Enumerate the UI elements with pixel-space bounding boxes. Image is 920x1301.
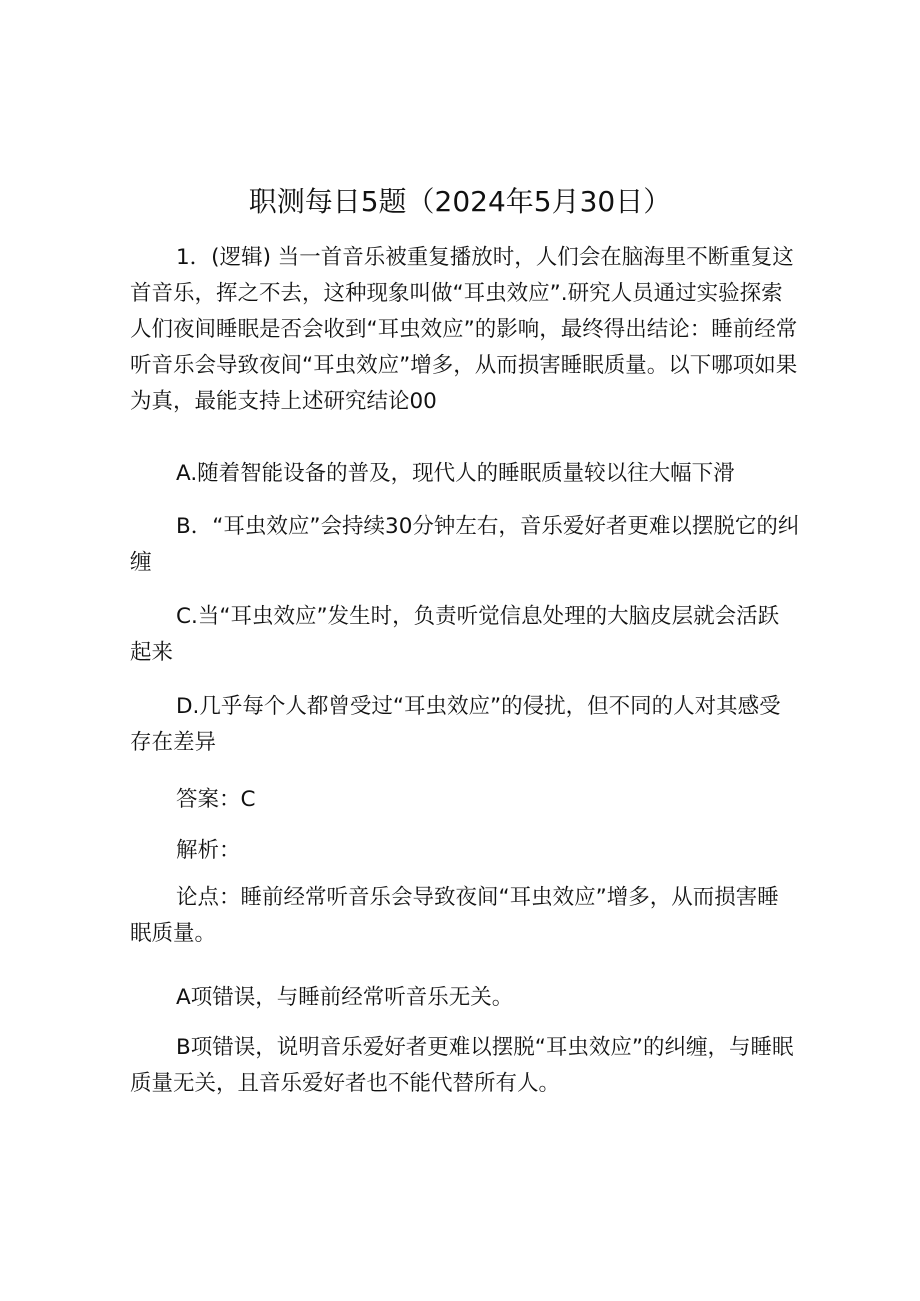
page-title: 职测每日5题（2024年5月30日） bbox=[248, 185, 672, 218]
analysis-label: 解析： bbox=[176, 838, 241, 863]
analysis-option-a: A项错误，与睡前经常听音乐无关。 bbox=[176, 985, 514, 1010]
option-b: B．“耳虫效应”会持续30分钟左右，音乐爱好者更难以摆脱它的纠缠 bbox=[130, 514, 800, 575]
option-d: D.几乎每个人都曾受过“耳虫效应”的侵扰，但不同的人对其感受存在差异 bbox=[130, 694, 781, 755]
analysis-argument: 论点：睡前经常听音乐会导致夜间“耳虫效应”增多，从而损害睡眠质量。 bbox=[130, 885, 779, 946]
option-a: A.随着智能设备的普及，现代人的睡眠质量较以往大幅下滑 bbox=[176, 461, 735, 486]
question-stem: 1．(逻辑) 当一首音乐被重复播放时，人们会在脑海里不断重复这首音乐，挥之不去，这种现象叫做“耳虫效应”.研究人员通过实验探索人们夜间睡眠是否会收到“耳虫效应”的影响，最终得出结论：睡前经常听音乐会导致夜间“耳虫效应”增多，从而损害睡眠质量。以下哪项如果为真，最能支持上述研究结论00 bbox=[130, 245, 798, 414]
answer: 答案：C bbox=[176, 787, 256, 812]
option-c: C.当“耳虫效应”发生时，负责听觉信息处理的大脑皮层就会活跃起来 bbox=[130, 604, 780, 665]
analysis-option-b: B项错误，说明音乐爱好者更难以摆脱“耳虫效应”的纠缠，与睡眠质量无关，且音乐爱好者也不能代替所有人。 bbox=[130, 1035, 794, 1096]
